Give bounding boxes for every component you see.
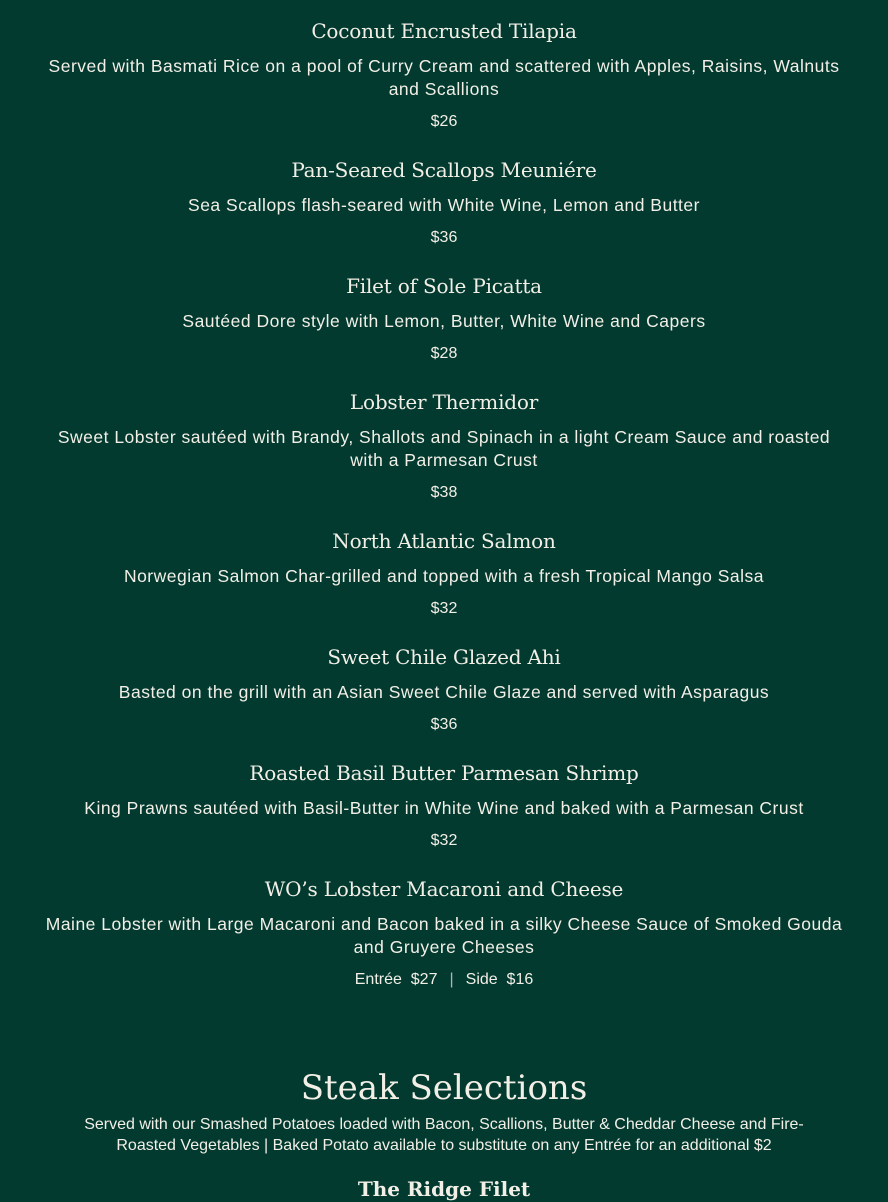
menu-item-name: Lobster Thermidor: [349, 390, 539, 414]
menu-item-description: Norwegian Salmon Char-grilled and topped with a fresh Tropical Mango Salsa: [123, 566, 765, 586]
menu-item: [40, 18, 848, 132]
menu-item-description: Sea Scallops flash-seared with White Wine, Lemon and Butter: [188, 195, 700, 215]
section-title: Steak Selections: [300, 1068, 588, 1108]
menu-item-price: $38: [430, 484, 458, 501]
menu-item-description: Sautéed Dore style with Lemon, Butter, White Wine and Capers: [182, 311, 706, 331]
menu-item-price: $36: [430, 229, 458, 246]
menu-item: [40, 760, 848, 851]
side-price: Side $16: [465, 971, 534, 988]
price-separator: |: [449, 971, 454, 988]
menu-item-price: $26: [430, 113, 458, 130]
section-note: Served with our Smashed Potatoes loaded with Bacon, Scallions, Butter & Cheddar Cheese and Fire-Roasted Vegetables | Baked Potato available to substitute on any Entrée for an additional $2: [84, 1116, 804, 1154]
menu-item: [40, 157, 848, 248]
menu-item: [40, 528, 848, 619]
menu-item-name: Coconut Encrusted Tilapia: [311, 19, 577, 43]
menu-item-price: $36: [430, 716, 458, 733]
menu-item-name: Sweet Chile Glazed Ahi: [327, 645, 561, 669]
entree-price: Entrée $27: [354, 971, 438, 988]
menu-item: [40, 273, 848, 364]
menu-item-name: The Ridge Filet: [357, 1177, 531, 1201]
menu-item-name: Filet of Sole Picatta: [346, 274, 542, 298]
menu-item-description: Maine Lobster with Large Macaroni and Bacon baked in a silky Cheese Sauce of Smoked Gouda and Gruyere Cheeses: [45, 914, 843, 957]
menu-item: [40, 876, 848, 990]
menu-item-name: WO’s Lobster Macaroni and Cheese: [264, 877, 624, 901]
menu-item-price: $32: [430, 832, 458, 849]
menu-item-description: Basted on the grill with an Asian Sweet Chile Glaze and served with Asparagus: [118, 682, 770, 702]
menu-item-description: King Prawns sautéed with Basil-Butter in White Wine and baked with a Parmesan Crust: [84, 798, 804, 818]
menu-item-name: Roasted Basil Butter Parmesan Shrimp: [249, 761, 639, 785]
menu-item-name: North Atlantic Salmon: [332, 529, 556, 553]
menu-item-description: Sweet Lobster sautéed with Brandy, Shallots and Spinach in a light Cream Sauce and roasted with a Parmesan Crust: [57, 427, 831, 470]
menu-item: [40, 644, 848, 735]
menu-item-price: $32: [430, 600, 458, 617]
menu-item-description: Served with Basmati Rice on a pool of Curry Cream and scattered with Apples, Raisins, Walnuts and Scallions: [48, 56, 840, 99]
menu-item-name: Pan-Seared Scallops Meuniére: [291, 158, 597, 182]
menu-item-price-row: [40, 970, 848, 990]
menu-item: [40, 389, 848, 503]
menu-item-price: $28: [430, 345, 458, 362]
